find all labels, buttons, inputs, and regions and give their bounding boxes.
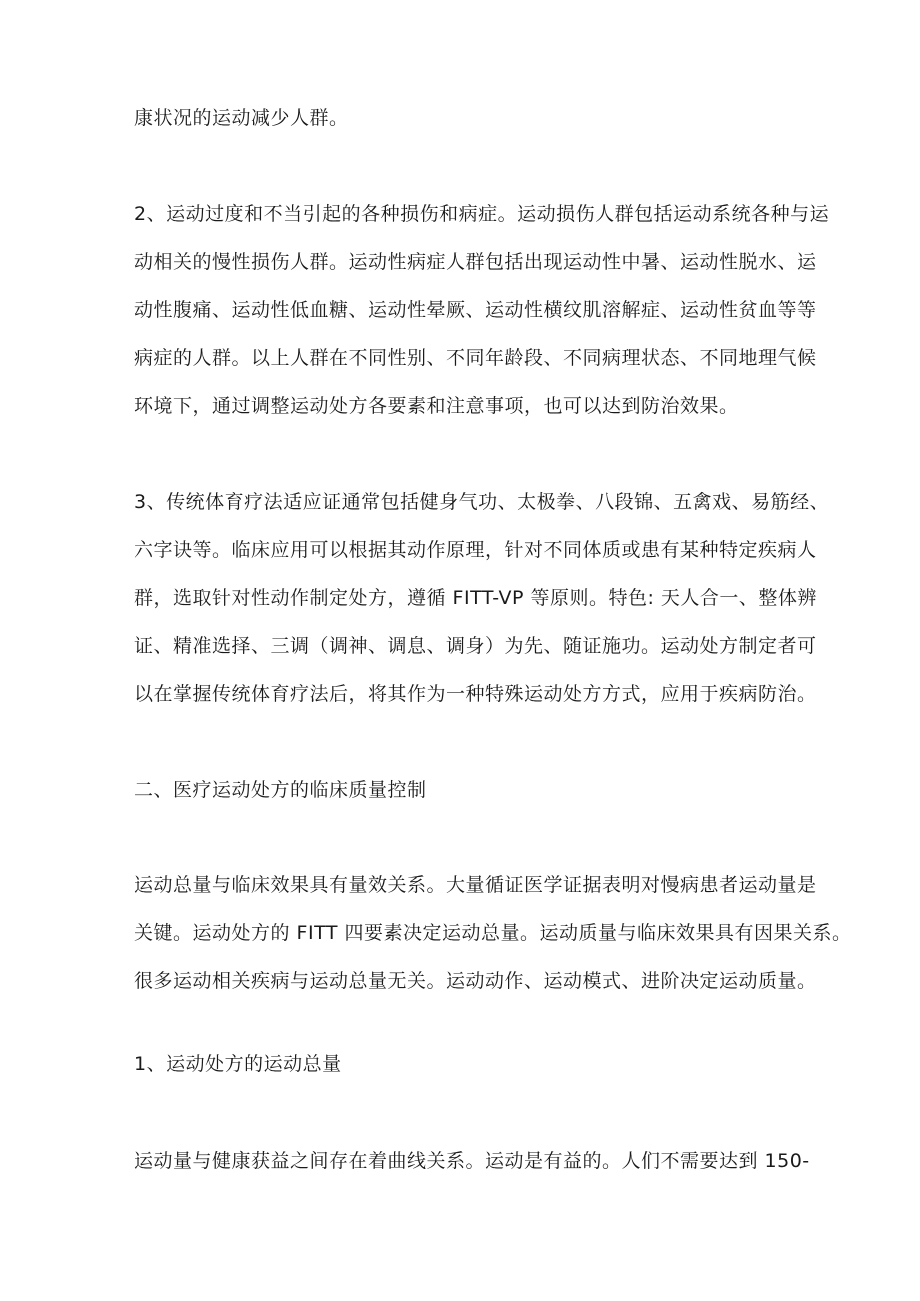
paragraph-line: 运动总量与临床效果具有量效关系。大量循证医学证据表明对慢病患者运动量是: [134, 874, 817, 896]
paragraph-line: 运动量与健康获益之间存在着曲线关系。运动是有益的。人们不需要达到 150-: [134, 1150, 810, 1172]
subsection-heading: 1、运动处方的运动总量: [134, 1053, 342, 1075]
paragraph-line: 证、精准选择、三调（调神、调息、调身）为先、随证施功。运动处方制定者可: [134, 635, 817, 657]
paragraph-line: 3、传统体育疗法适应证通常包括健身气功、太极拳、八段锦、五禽戏、易筋经、: [134, 491, 830, 513]
paragraph-line: 很多运动相关疾病与运动总量无关。运动动作、运动模式、进阶决定运动质量。: [134, 970, 817, 992]
paragraph-line: 2、运动过度和不当引起的各种损伤和病症。运动损伤人群包括运动系统各种与运: [134, 203, 830, 225]
paragraph-line: 动性腹痛、运动性低血糖、运动性晕厥、运动性横纹肌溶解症、运动性贫血等等: [134, 299, 817, 321]
section-heading: 二、医疗运动处方的临床质量控制: [134, 779, 427, 801]
paragraph-line: 六字诀等。临床应用可以根据其动作原理，针对不同体质或患有某种特定疾病人: [134, 539, 817, 561]
paragraph-line: 病症的人群。以上人群在不同性别、不同年龄段、不同病理状态、不同地理气候: [134, 347, 817, 369]
paragraph-line: 以在掌握传统体育疗法后，将其作为一种特殊运动处方方式，应用于疾病防治。: [134, 683, 817, 705]
paragraph-line: 康状况的运动减少人群。: [134, 107, 349, 129]
paragraph-line: 关键。运动处方的 FITT 四要素决定运动总量。运动质量与临床效果具有因果关系。: [134, 922, 852, 944]
paragraph-line: 环境下，通过调整运动处方各要素和注意事项，也可以达到防治效果。: [134, 395, 739, 417]
paragraph-line: 动相关的慢性损伤人群。运动性病症人群包括出现运动性中暑、运动性脱水、运: [134, 251, 817, 273]
paragraph-line: 群，选取针对性动作制定处方，遵循 FITT-VP 等原则。特色: 天人合一、整体辨: [134, 587, 817, 609]
